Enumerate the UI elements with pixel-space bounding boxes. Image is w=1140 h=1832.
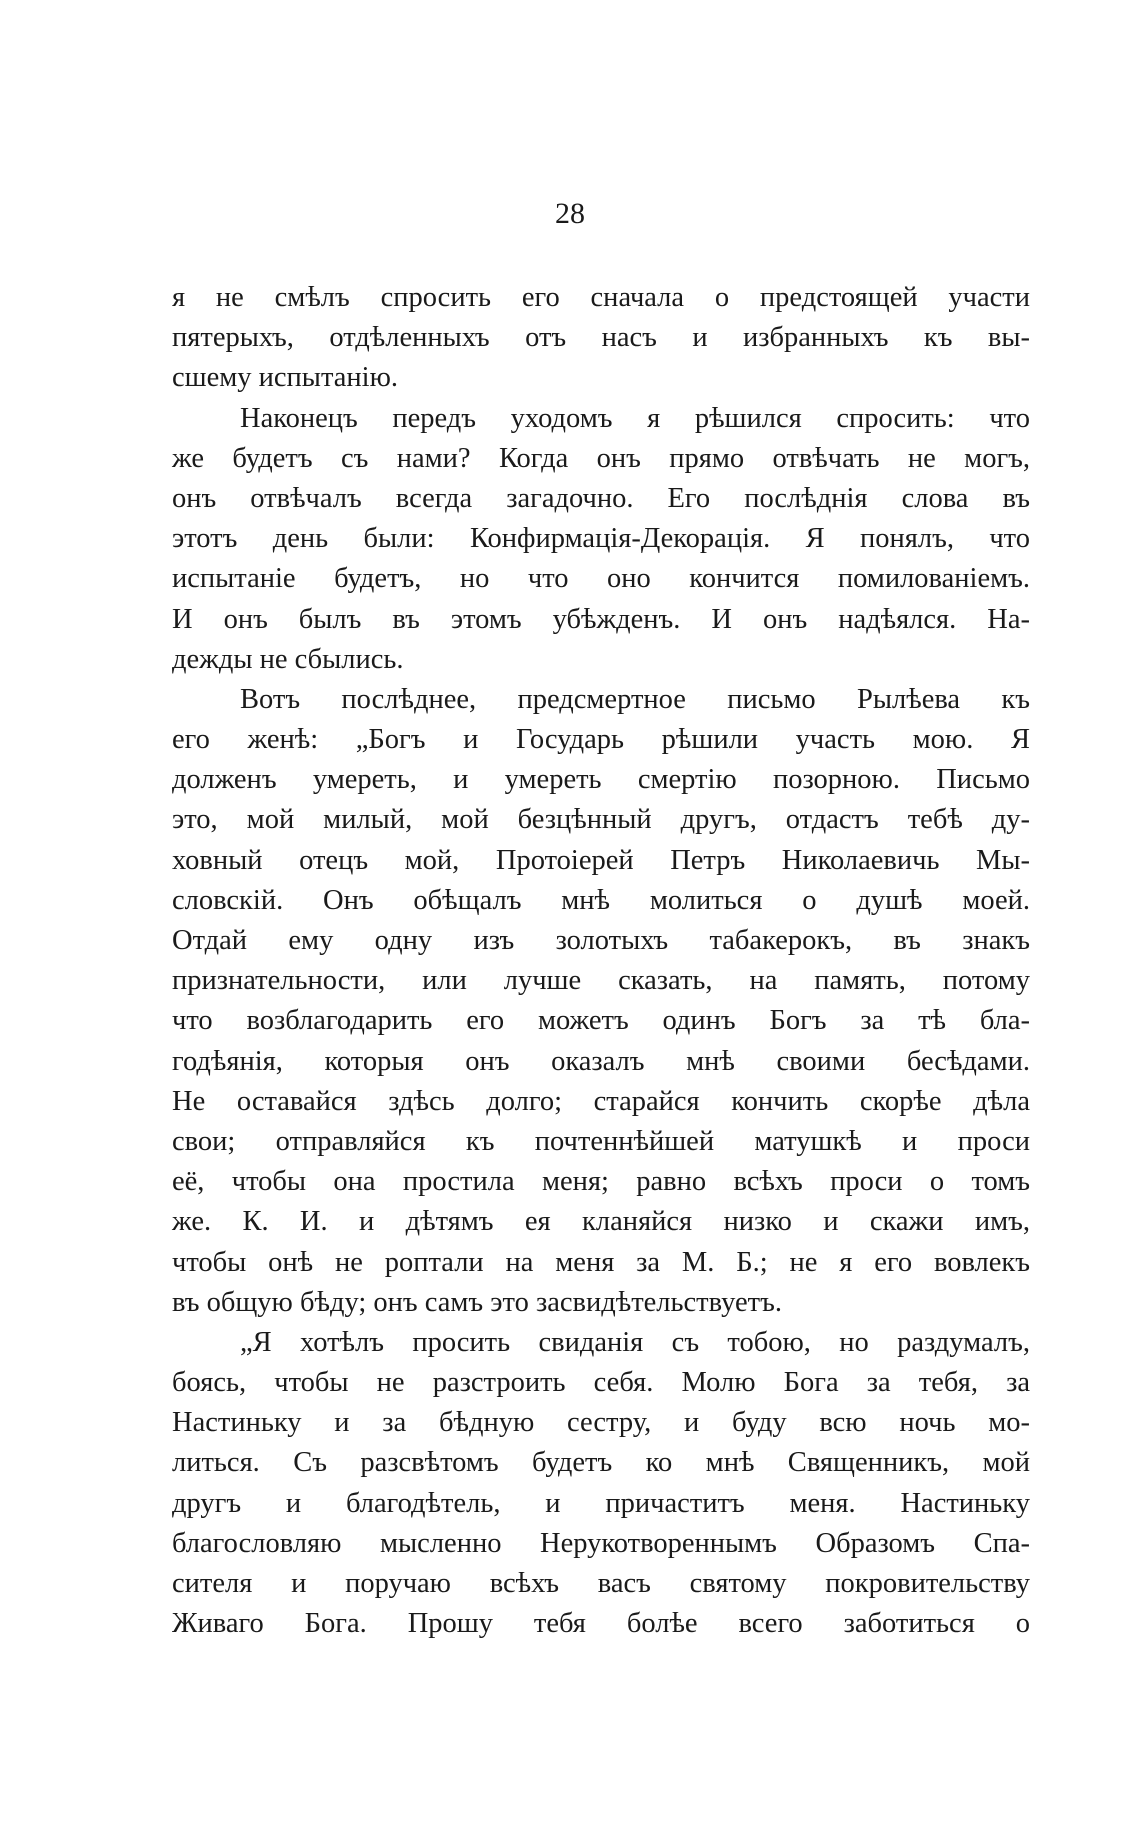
text-line: долженъ умереть, и умереть смертію позорною. Письмо bbox=[172, 764, 1030, 796]
text-line: пятерыхъ, отдѣленныхъ отъ насъ и избранныхъ къ вы- bbox=[172, 322, 1030, 354]
text-line: её, чтобы она простила меня; равно всѣхъ проси о томъ bbox=[172, 1166, 1030, 1198]
text-line: благословляю мысленно Нерукотвореннымъ Образомъ Спа- bbox=[172, 1527, 1030, 1559]
text-line: Отдай ему одну изъ золотыхъ табакерокъ, въ знакъ bbox=[172, 925, 1030, 956]
text-line: онъ отвѣчалъ всегда загадочно. Его послѣднія слова въ bbox=[172, 482, 1030, 514]
text-line: чтобы онѣ не роптали на меня за М. Б.; не я его вовлекъ bbox=[172, 1246, 1030, 1278]
text-line: я не смѣлъ спросить его сначала о предстоящей участи bbox=[172, 282, 1030, 313]
text-line: Наконецъ передъ уходомъ я рѣшился спросить: что bbox=[240, 402, 1030, 434]
text-line: Не оставайся здѣсь долго; старайся кончить скорѣе дѣла bbox=[172, 1085, 1030, 1117]
text-line: Настиньку и за бѣдную сестру, и буду всю ночь мо- bbox=[172, 1407, 1030, 1439]
text-line: Вотъ послѣднее, предсмертное письмо Рылѣева къ bbox=[240, 683, 1030, 715]
text-line: словскій. Онъ обѣщалъ мнѣ молиться о душѣ моей. bbox=[172, 884, 1030, 916]
text-line: ховный отецъ мой, Протоіерей Петръ Николаевичь Мы- bbox=[172, 844, 1030, 876]
text-line: сителя и поручаю всѣхъ васъ святому покровительству bbox=[172, 1568, 1030, 1599]
text-line: свои; отправляйся къ почтеннѣйшей матушкѣ и проси bbox=[172, 1125, 1030, 1157]
text-line: сшему испытанію. bbox=[172, 362, 398, 394]
text-line: „Я хотѣлъ просить свиданія съ тобою, но раздумалъ, bbox=[240, 1326, 1030, 1358]
text-line: Живаго Бога. Прошу тебя болѣе всего заботиться о bbox=[172, 1608, 1030, 1640]
text-line: этотъ день были: Конфирмація-Декорація. Я понялъ, что bbox=[172, 523, 1030, 555]
page-number: 28 bbox=[555, 197, 585, 230]
text-line: признательности, или лучше сказать, на память, потому bbox=[172, 965, 1030, 997]
text-line: же будетъ съ нами? Когда онъ прямо отвѣчать не могъ, bbox=[172, 442, 1030, 474]
body-text bbox=[172, 278, 1030, 1644]
text-line: же. К. И. и дѣтямъ ея кланяйся низко и скажи имъ, bbox=[172, 1206, 1030, 1238]
text-line: И онъ былъ въ этомъ убѣжденъ. И онъ надѣялся. На- bbox=[172, 603, 1030, 635]
text-line: это, мой милый, мой безцѣнный другъ, отдастъ тебѣ ду- bbox=[172, 804, 1030, 836]
text-line: другъ и благодѣтель, и причаститъ меня. Настиньку bbox=[172, 1487, 1030, 1519]
text-line: боясь, чтобы не разстроить себя. Молю Бога за тебя, за bbox=[172, 1367, 1030, 1399]
text-line: литься. Съ разсвѣтомъ будетъ ко мнѣ Священникъ, мой bbox=[172, 1447, 1030, 1479]
text-line: въ общую бѣду; онъ самъ это засвидѣтельствуетъ. bbox=[172, 1286, 782, 1318]
text-line: дежды не сбылись. bbox=[172, 643, 404, 675]
text-line: его женѣ: „Богъ и Государь рѣшили участь мою. Я bbox=[172, 724, 1030, 756]
text-line: что возблагодарить его можетъ одинъ Богъ за тѣ бла- bbox=[172, 1005, 1030, 1037]
text-line: испытаніе будетъ, но что оно кончится помилованіемъ. bbox=[172, 563, 1030, 595]
text-line: годѣянія, которыя онъ оказалъ мнѣ своими бесѣдами. bbox=[172, 1045, 1030, 1077]
